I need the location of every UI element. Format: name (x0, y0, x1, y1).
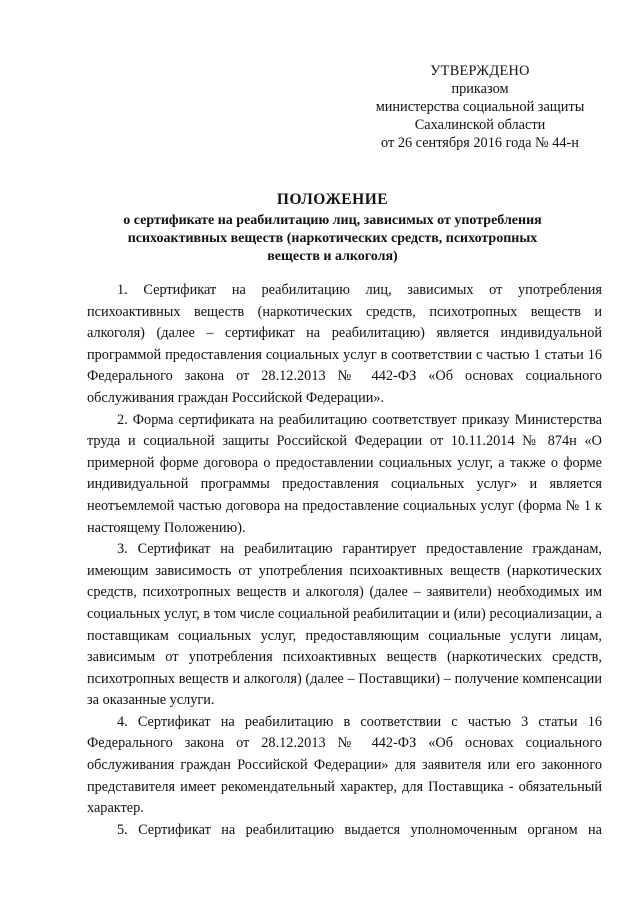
approval-block (360, 62, 600, 152)
approval-date-line: от 26 сентября 2016 года № 44-н (381, 135, 579, 151)
approval-order-line: приказом (451, 81, 509, 97)
approval-region-line: Сахалинской области (414, 117, 546, 133)
document-body (87, 280, 602, 841)
paragraph-5: 5. Сертификат на реабилитацию выдается уполномоченным органом на (117, 821, 602, 838)
paragraph-4: 4. Сертификат на реабилитацию в соответствии с частью 3 статьи 16 Федерального закона от 28.12.2013 № 442-ФЗ «Об основах социального обслуживания граждан Российской Федерации» для заявителя или его законного представителя имеет рекомендательный характер, для Поставщика - обязательный характер. (87, 713, 602, 817)
document-title-block (60, 190, 605, 266)
document-heading: ПОЛОЖЕНИЕ (276, 191, 389, 208)
approval-ministry-line: министерства социальной защиты (375, 99, 585, 115)
paragraph-1: 1. Сертификат на реабилитацию лиц, зависимых от употребления психоактивных веществ (наркотических средств, психотропных веществ и алкоголя) (далее – сертификат на реабилитацию) является индивидуальной программой предоставления социальных услуг в соответствии с частью 1 статьи 16 Федерального закона от 28.12.2013 № 442-ФЗ «Об основах социального обслуживания граждан Российской Федерации». (87, 282, 602, 406)
document-subtitle: о сертификате на реабилитацию лиц, зависимых от употребления психоактивных веществ (наркотических средств, психотропных веществ и алкоголя) (123, 213, 542, 264)
approval-stamp-title: УТВЕРЖДЕНО (430, 63, 530, 79)
paragraph-3: 3. Сертификат на реабилитацию гарантирует предоставление гражданам, имеющим зависимость от употребления психоактивных веществ (наркотических средств, психотропных веществ и алкоголя) (далее – заявители) необходимых им социальных услуг, в том числе социальной реабилитации и (или) ресоциализации, а поставщикам социальных услуг, предоставляющим социальные услуги лицам, зависимым от употребления психоактивных веществ (наркотических средств, психотропных веществ и алкоголя) (далее – Поставщики) – получение компенсации за оказанные услуги. (87, 541, 602, 709)
paragraph-2: 2. Форма сертификата на реабилитацию соответствует приказу Министерства труда и социальной защиты Российской Федерации от 10.11.2014 № 874н «О примерной форме договора о предоставлении социальных услуг, а также о форме индивидуальной программы предоставления социальных услуг» и является неотъемлемой частью договора на предоставление социальных услуг (форма № 1 к настоящему Положению). (87, 411, 602, 536)
